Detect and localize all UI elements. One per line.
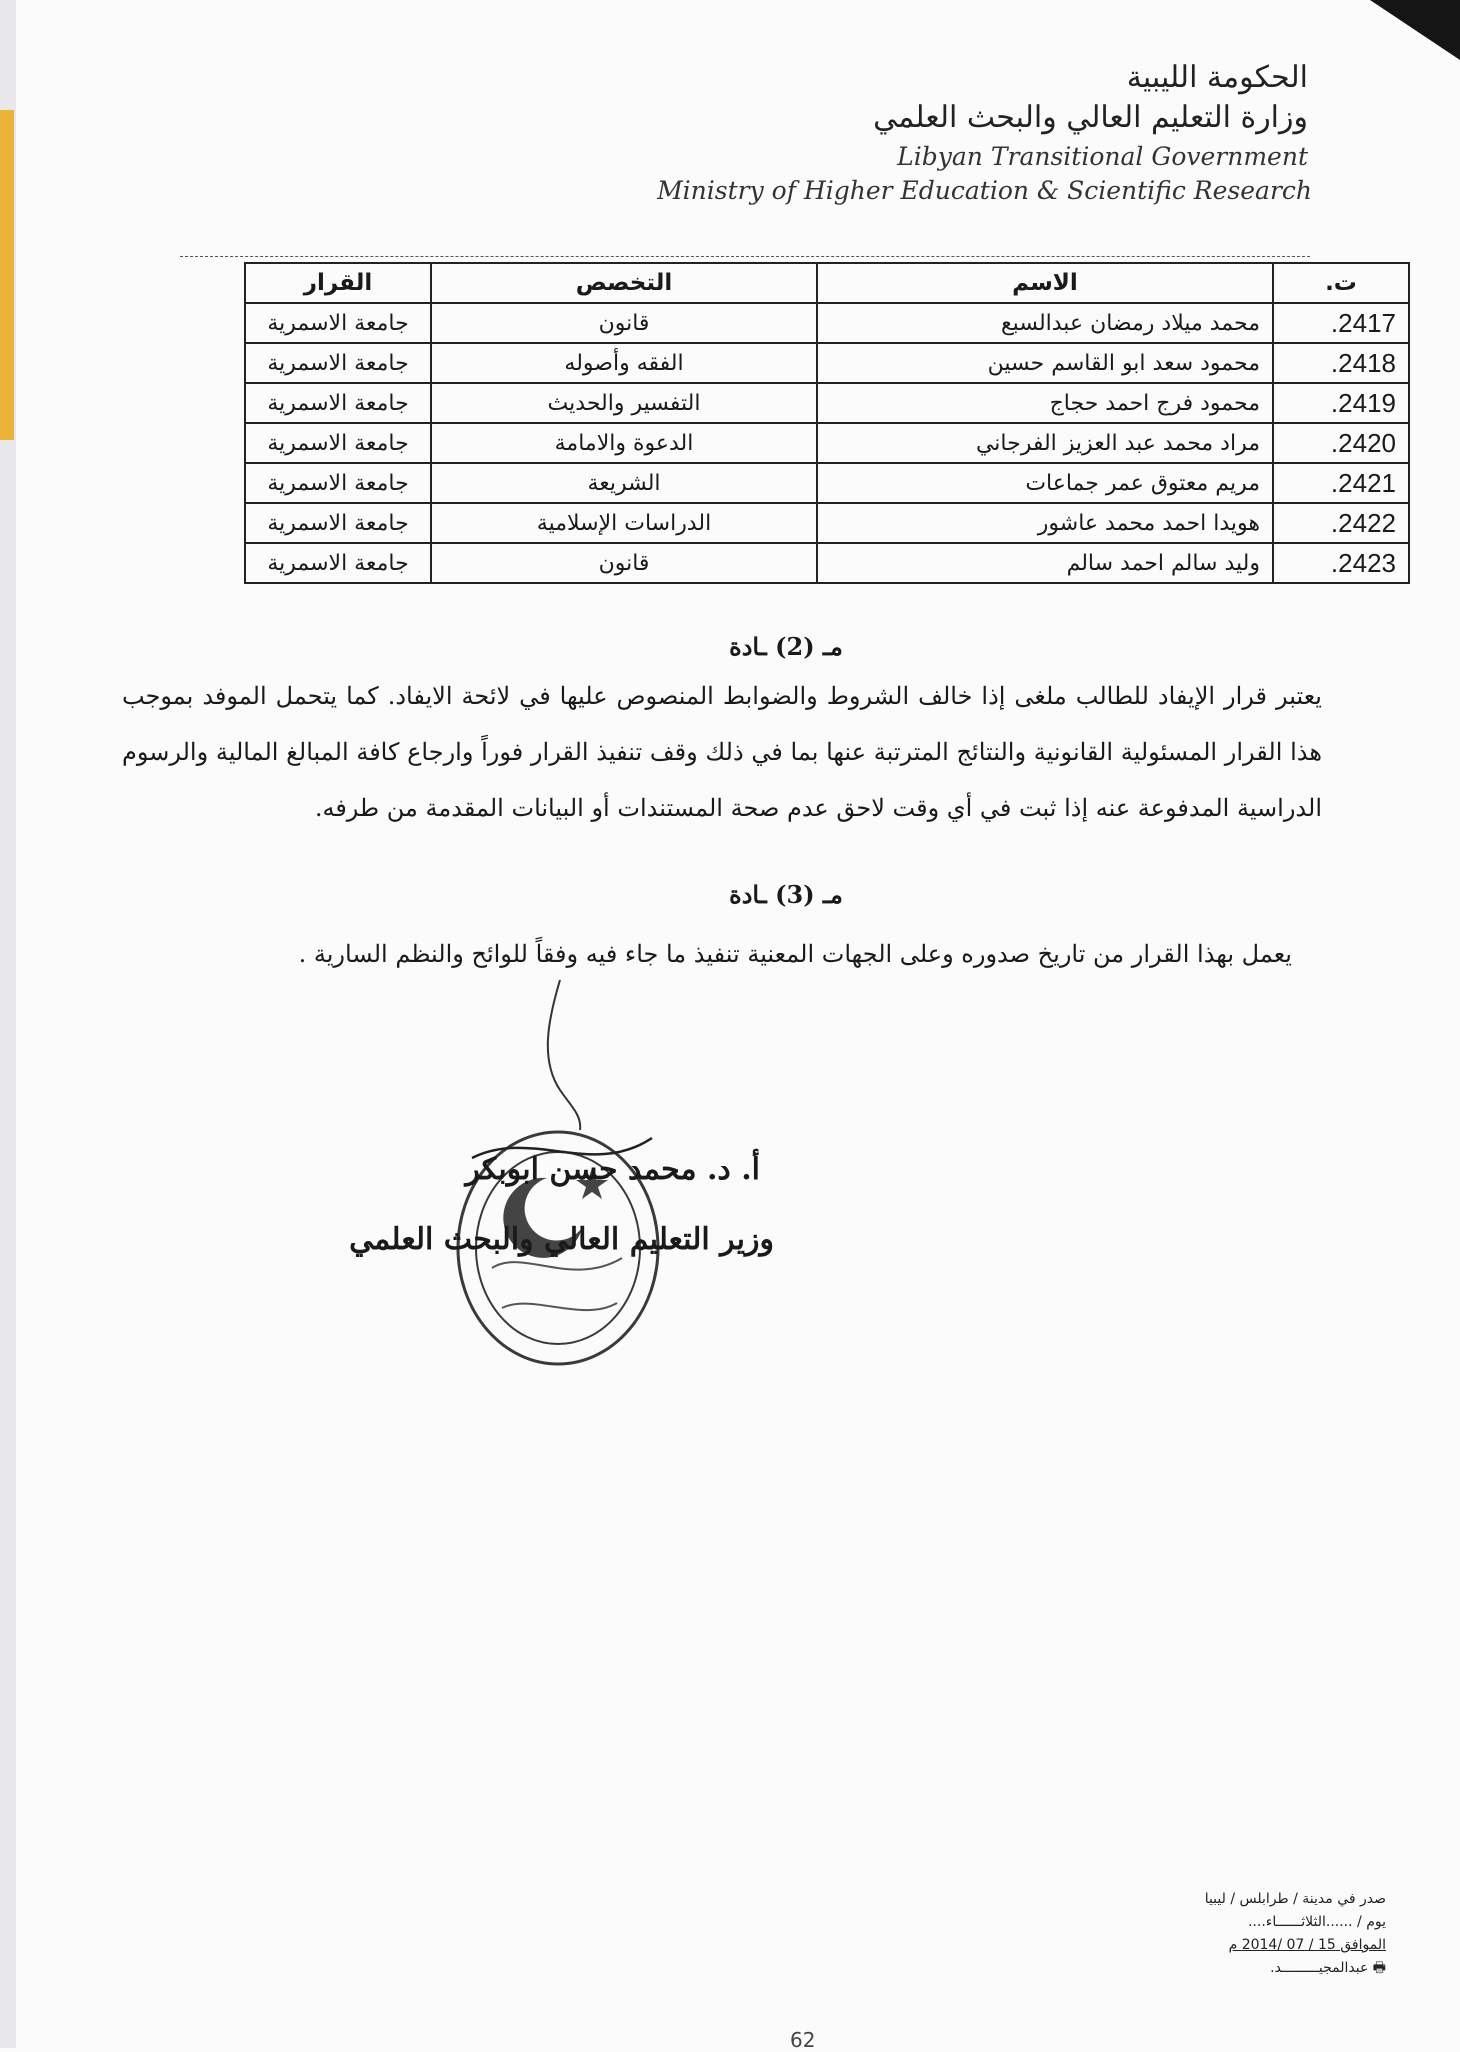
cell-num: 2420. xyxy=(1273,423,1409,463)
table-row xyxy=(245,463,1409,503)
cell-univ: جامعة الاسمرية xyxy=(245,543,431,583)
cell-num: 2418. xyxy=(1273,343,1409,383)
footer-date: الموافق 15 / 07 /2014 م xyxy=(1228,1937,1386,1953)
table-header-row xyxy=(245,263,1409,303)
cell-num: 2423. xyxy=(1273,543,1409,583)
page-number: 62 xyxy=(790,2028,816,2052)
table-row xyxy=(245,383,1409,423)
letterhead-ar-government: الحكومة الليبية xyxy=(1126,60,1308,95)
footer-place: صدر في مدينة / طرابلس / ليبيا xyxy=(1204,1891,1386,1907)
article-2-text: يعتبر قرار الإيفاد للطالب ملغى إذا خالف الشروط والضوابط المنصوص عليها في لائحة الايفاد. كما يتحمل الموفد بموجب هذا القرار المسئولية القانونية والنتائج المترتبة عنها بما في ذلك وقف تنفيذ القرار فوراً وارجاع كافة المبالغ المالية والرسوم الدراسية المدفوعة عنه إذا ثبت في أي وقت لاحق عدم صحة المستندات أو البيانات المقدمة من طرفه. xyxy=(122,682,1322,822)
cell-spec: الدعوة والامامة xyxy=(431,423,817,463)
cell-spec: الفقه وأصوله xyxy=(431,343,817,383)
clerk-icon: 🖶 xyxy=(1368,1960,1386,1976)
table-row xyxy=(245,543,1409,583)
scan-edge-tab xyxy=(0,110,14,440)
article-3-heading: مـ (3) ـادة xyxy=(729,880,843,909)
header-num: ت. xyxy=(1273,263,1409,303)
signatory-title: وزير التعليم العالي والبحث العلمي xyxy=(349,1222,774,1257)
signatory-name: أ. د. محمد حسن ابوبكر xyxy=(465,1152,760,1187)
letterhead-rule xyxy=(180,256,1310,257)
footer-day: يوم / ......الثلاثــــــاء.... xyxy=(1247,1914,1386,1930)
table-row xyxy=(245,303,1409,343)
cell-univ: جامعة الاسمرية xyxy=(245,343,431,383)
table-row xyxy=(245,343,1409,383)
article-2-heading: مـ (2) ـادة xyxy=(729,632,843,661)
cell-num: 2421. xyxy=(1273,463,1409,503)
table-row xyxy=(245,423,1409,463)
cell-name: وليد سالم احمد سالم xyxy=(817,543,1273,583)
issue-footer xyxy=(1146,1888,1386,1980)
cell-spec: الدراسات الإسلامية xyxy=(431,503,817,543)
table-row xyxy=(245,503,1409,543)
scan-corner xyxy=(1370,0,1460,60)
cell-spec: الشريعة xyxy=(431,463,817,503)
header-spec: التخصص xyxy=(431,263,817,303)
cell-univ: جامعة الاسمرية xyxy=(245,503,431,543)
footer-clerk-name: عبدالمجيـــــــــد. xyxy=(1270,1960,1369,1976)
header-name: الاسم xyxy=(817,263,1273,303)
letterhead-en-ministry: Ministry of Higher Education & Scientific Research xyxy=(657,176,1312,205)
cell-spec: قانون xyxy=(431,303,817,343)
cell-univ: جامعة الاسمرية xyxy=(245,423,431,463)
cell-name: محمود فرج احمد حجاج xyxy=(817,383,1273,423)
cell-name: مريم معتوق عمر جماعات xyxy=(817,463,1273,503)
cell-univ: جامعة الاسمرية xyxy=(245,303,431,343)
cell-name: محمد ميلاد رمضان عبدالسبع xyxy=(817,303,1273,343)
cell-spec: قانون xyxy=(431,543,817,583)
cell-name: هويدا احمد محمد عاشور xyxy=(817,503,1273,543)
cell-num: 2422. xyxy=(1273,503,1409,543)
cell-name: مراد محمد عبد العزيز الفرجاني xyxy=(817,423,1273,463)
cell-univ: جامعة الاسمرية xyxy=(245,463,431,503)
article-3-text: يعمل بهذا القرار من تاريخ صدوره وعلى الجهات المعنية تنفيذ ما جاء فيه وفقاً للوائح والنظم السارية . xyxy=(298,940,1292,968)
letterhead xyxy=(608,58,1312,208)
footer-clerk xyxy=(1146,1957,1386,1980)
cell-num: 2419. xyxy=(1273,383,1409,423)
cell-spec: التفسير والحديث xyxy=(431,383,817,423)
cell-univ: جامعة الاسمرية xyxy=(245,383,431,423)
letterhead-ar-ministry: وزارة التعليم العالي والبحث العلمي xyxy=(873,100,1308,135)
header-univ: القرار xyxy=(245,263,431,303)
letterhead-en-government: Libyan Transitional Government xyxy=(897,142,1308,171)
cell-name: محمود سعد ابو القاسم حسين xyxy=(817,343,1273,383)
cell-num: 2417. xyxy=(1273,303,1409,343)
students-table xyxy=(244,262,1410,584)
signature-stroke xyxy=(530,980,590,1130)
